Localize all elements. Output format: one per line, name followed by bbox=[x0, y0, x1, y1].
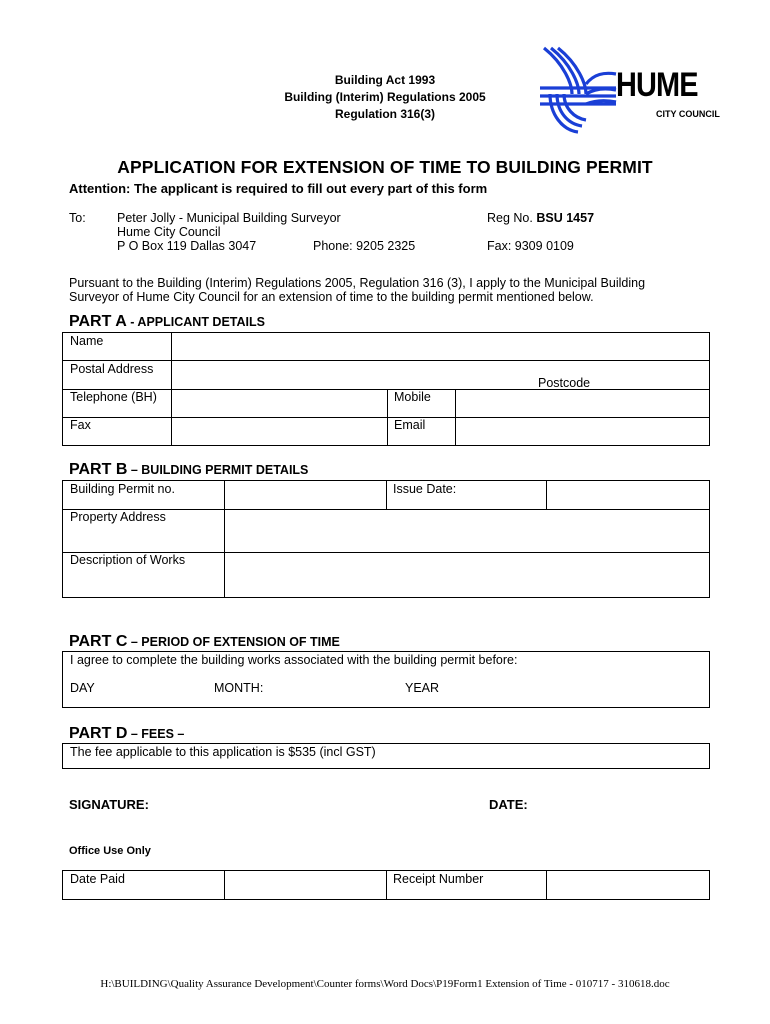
council-address: P O Box 119 Dallas 3047 bbox=[117, 239, 257, 253]
reg-number: Reg No. BSU 1457 bbox=[487, 211, 595, 225]
signature-label: SIGNATURE: bbox=[69, 797, 149, 812]
property-address-label: Property Address bbox=[70, 510, 166, 524]
issue-date-field[interactable] bbox=[548, 482, 707, 508]
permit-no-field[interactable] bbox=[226, 482, 384, 508]
page-title: APPLICATION FOR EXTENSION OF TIME TO BUILDING PERMIT bbox=[117, 157, 653, 177]
file-path-footer: H:\BUILDING\Quality Assurance Development\Counter forms\Word Docs\P19Form1 Extension of Time - 010717 - 310618.doc bbox=[100, 978, 670, 990]
receipt-number-field[interactable] bbox=[548, 872, 707, 898]
extension-period-box bbox=[62, 651, 710, 708]
description-field[interactable] bbox=[226, 554, 707, 596]
fax-label: Fax bbox=[70, 418, 91, 432]
description-label: Description of Works bbox=[70, 553, 186, 567]
date-label: DATE: bbox=[489, 797, 528, 812]
attention-note: Attention: The applicant is required to fill out every part of this form bbox=[69, 181, 488, 196]
postal-address-label: Postal Address bbox=[70, 362, 154, 376]
regs-line: Building (Interim) Regulations 2005 bbox=[284, 90, 486, 104]
surveyor-name: Peter Jolly - Municipal Building Surveyor bbox=[117, 211, 341, 225]
day-label: DAY bbox=[70, 681, 95, 695]
receipt-number-label: Receipt Number bbox=[393, 872, 484, 886]
council-name: Hume City Council bbox=[117, 225, 221, 239]
permit-no-label: Building Permit no. bbox=[70, 482, 175, 496]
part-a-heading: PART A - APPLICANT DETAILS bbox=[69, 313, 265, 330]
name-field[interactable] bbox=[173, 334, 707, 359]
postcode-label: Postcode bbox=[538, 376, 591, 390]
year-label: YEAR bbox=[405, 681, 440, 695]
month-label: MONTH: bbox=[214, 681, 264, 695]
email-label: Email bbox=[394, 418, 426, 432]
part-c-heading: PART C – PERIOD OF EXTENSION OF TIME bbox=[69, 633, 340, 650]
fee-text: The fee applicable to this application is $535 (incl GST) bbox=[70, 745, 376, 759]
name-label: Name bbox=[70, 334, 104, 348]
email-field[interactable] bbox=[457, 419, 707, 444]
council-fax: Fax: 9309 0109 bbox=[487, 239, 574, 253]
agree-text: I agree to complete the building works associated with the building permit before: bbox=[70, 653, 518, 667]
permit-details-table bbox=[62, 480, 710, 598]
to-label: To: bbox=[69, 211, 86, 225]
mobile-field[interactable] bbox=[457, 391, 707, 416]
council-phone: Phone: 9205 2325 bbox=[313, 239, 416, 253]
part-d-heading: PART D – FEES – bbox=[69, 725, 185, 742]
date-paid-label: Date Paid bbox=[70, 872, 125, 886]
intro-paragraph: Pursuant to the Building (Interim) Regulations 2005, Regulation 316 (3), I apply to the Municipal Building Surveyor of Hume City Council for an extension of time to the building permit mentioned below. bbox=[69, 276, 646, 304]
issue-date-label: Issue Date: bbox=[393, 482, 457, 496]
property-address-field[interactable] bbox=[226, 511, 707, 551]
regulation-line: Regulation 316(3) bbox=[334, 107, 436, 121]
mobile-label: Mobile bbox=[394, 390, 431, 404]
fax-field[interactable] bbox=[173, 419, 385, 444]
hume-wave-logo-icon bbox=[538, 44, 618, 136]
logo-sub: CITY COUNCIL bbox=[656, 109, 720, 119]
part-b-heading: PART B – BUILDING PERMIT DETAILS bbox=[69, 461, 309, 478]
hume-logo bbox=[538, 44, 728, 136]
date-paid-field[interactable] bbox=[226, 872, 384, 898]
postal-address-field[interactable] bbox=[173, 362, 707, 388]
act-line: Building Act 1993 bbox=[334, 73, 436, 87]
applicant-details-table bbox=[62, 332, 710, 446]
logo-name: HUME bbox=[616, 66, 698, 104]
regulation-header bbox=[240, 72, 530, 123]
office-use-label: Office Use Only bbox=[69, 845, 151, 857]
telephone-field[interactable] bbox=[173, 391, 385, 416]
telephone-label: Telephone (BH) bbox=[70, 390, 157, 404]
fees-box bbox=[62, 743, 710, 769]
office-use-table bbox=[62, 870, 710, 900]
